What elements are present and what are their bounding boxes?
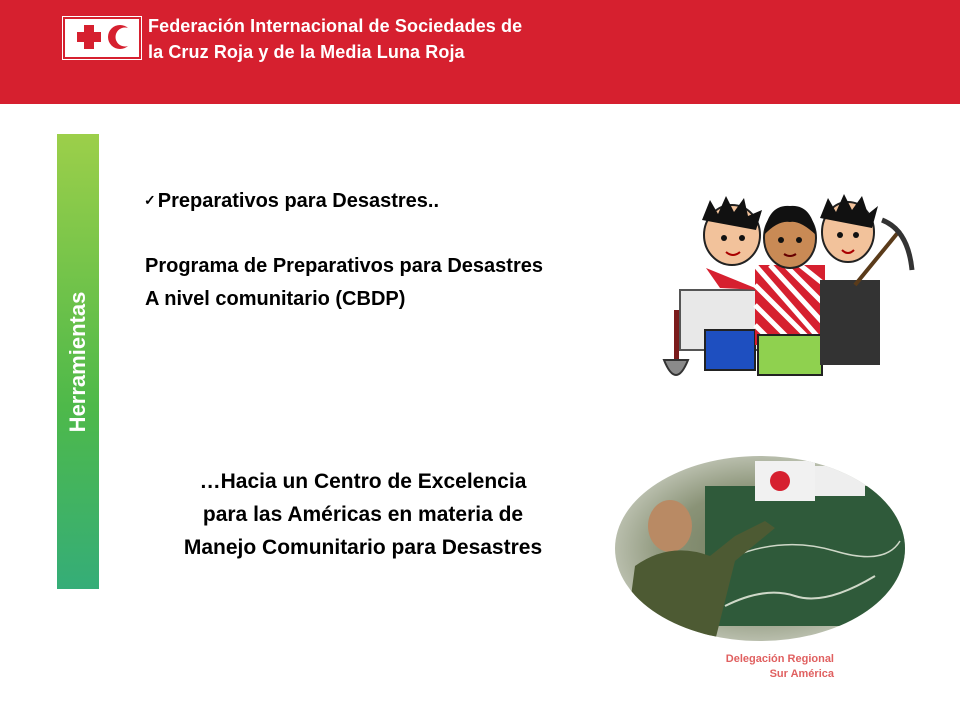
centre-line-1: …Hacia un Centro de Excelencia	[199, 470, 527, 493]
bullet-item	[144, 190, 439, 213]
bullet-text: Preparativos para Desastres..	[157, 190, 440, 212]
footer-delegation-line-1: Delegación Regional	[725, 653, 834, 665]
community-children-illustration	[660, 190, 915, 390]
centre-excellence-heading	[128, 465, 598, 564]
centre-line-3: Manejo Comunitario para Desastres	[183, 536, 543, 559]
org-name-line-2: la Cruz Roja y de la Media Luna Roja	[148, 42, 465, 62]
red-cross-crescent-logo	[62, 16, 142, 60]
centre-line-2: para las Américas en materia de	[202, 503, 524, 526]
org-name-line-1: Federación Internacional de Sociedades de	[148, 16, 523, 36]
header-banner	[0, 0, 960, 104]
checkmark-icon: ✓	[144, 192, 156, 208]
sidebar-label: Herramientas	[65, 291, 90, 433]
program-title-line-2: A nivel comunitario (CBDP)	[145, 288, 406, 310]
training-photo	[615, 456, 905, 641]
program-title-line-1: Programa de Preparativos para Desastres	[145, 255, 543, 277]
footer-delegation-line-2: Sur América	[769, 668, 834, 680]
